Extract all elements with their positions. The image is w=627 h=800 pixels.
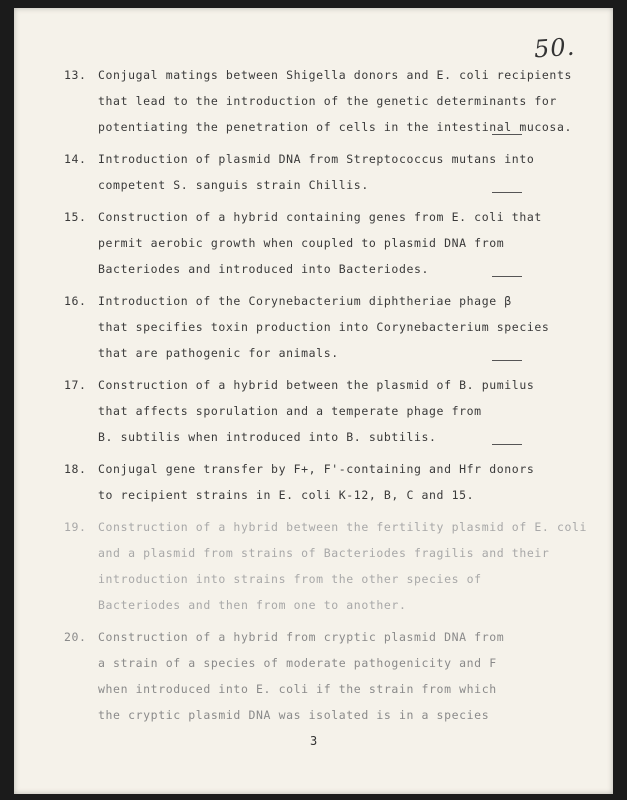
item-number: 14. [64,152,87,166]
answer-blank [492,444,522,445]
item-number: 15. [64,210,87,224]
item-line: a strain of a species of moderate pathogenicity and F [98,656,497,670]
answer-blank [492,192,522,193]
item-line: Introduction of the Corynebacterium diphtheriae phage β [98,294,512,308]
item-line: introduction into strains from the other species of [98,572,482,586]
item-number: 17. [64,378,87,392]
item-line: that lead to the introduction of the genetic determinants for [98,94,557,108]
item-line: Introduction of plasmid DNA from Streptococcus mutans into [98,152,535,166]
item-line: Conjugal gene transfer by F+, F'-containing and Hfr donors [98,462,535,476]
item-line: Construction of a hybrid from cryptic plasmid DNA from [98,630,505,644]
item-line: that affects sporulation and a temperate phage from [98,404,482,418]
item-number: 18. [64,462,87,476]
item-line: Construction of a hybrid between the fertility plasmid of E. coli [98,520,588,534]
item-line: to recipient strains in E. coli K-12, B, C and 15. [98,488,475,502]
item-line: Construction of a hybrid between the plasmid of B. pumilus [98,378,535,392]
item-line: Bacteriodes and then from one to another. [98,598,407,612]
item-line: and a plasmid from strains of Bacteriodes fragilis and their [98,546,550,560]
answer-blank [492,134,522,135]
item-number: 16. [64,294,87,308]
handwritten-page-number: 50. [533,32,577,64]
answer-blank [492,276,522,277]
item-line: when introduced into E. coli if the strain from which [98,682,497,696]
answer-blank [492,360,522,361]
item-line: B. subtilis when introduced into B. subtilis. [98,430,437,444]
document-page [14,8,613,794]
item-line: Bacteriodes and introduced into Bacteriodes. [98,262,430,276]
page-number: 3 [310,734,318,748]
item-line: the cryptic plasmid DNA was isolated is in a species [98,708,490,722]
item-number: 20. [64,630,87,644]
item-line: that specifies toxin production into Corynebacterium species [98,320,550,334]
item-line: that are pathogenic for animals. [98,346,339,360]
item-line: Conjugal matings between Shigella donors and E. coli recipients [98,68,572,82]
item-line: potentiating the penetration of cells in the intestinal mucosa. [98,120,572,134]
item-number: 13. [64,68,87,82]
item-line: competent S. sanguis strain Chillis. [98,178,369,192]
item-line: Construction of a hybrid containing genes from E. coli that [98,210,542,224]
item-number: 19. [64,520,87,534]
item-line: permit aerobic growth when coupled to plasmid DNA from [98,236,505,250]
